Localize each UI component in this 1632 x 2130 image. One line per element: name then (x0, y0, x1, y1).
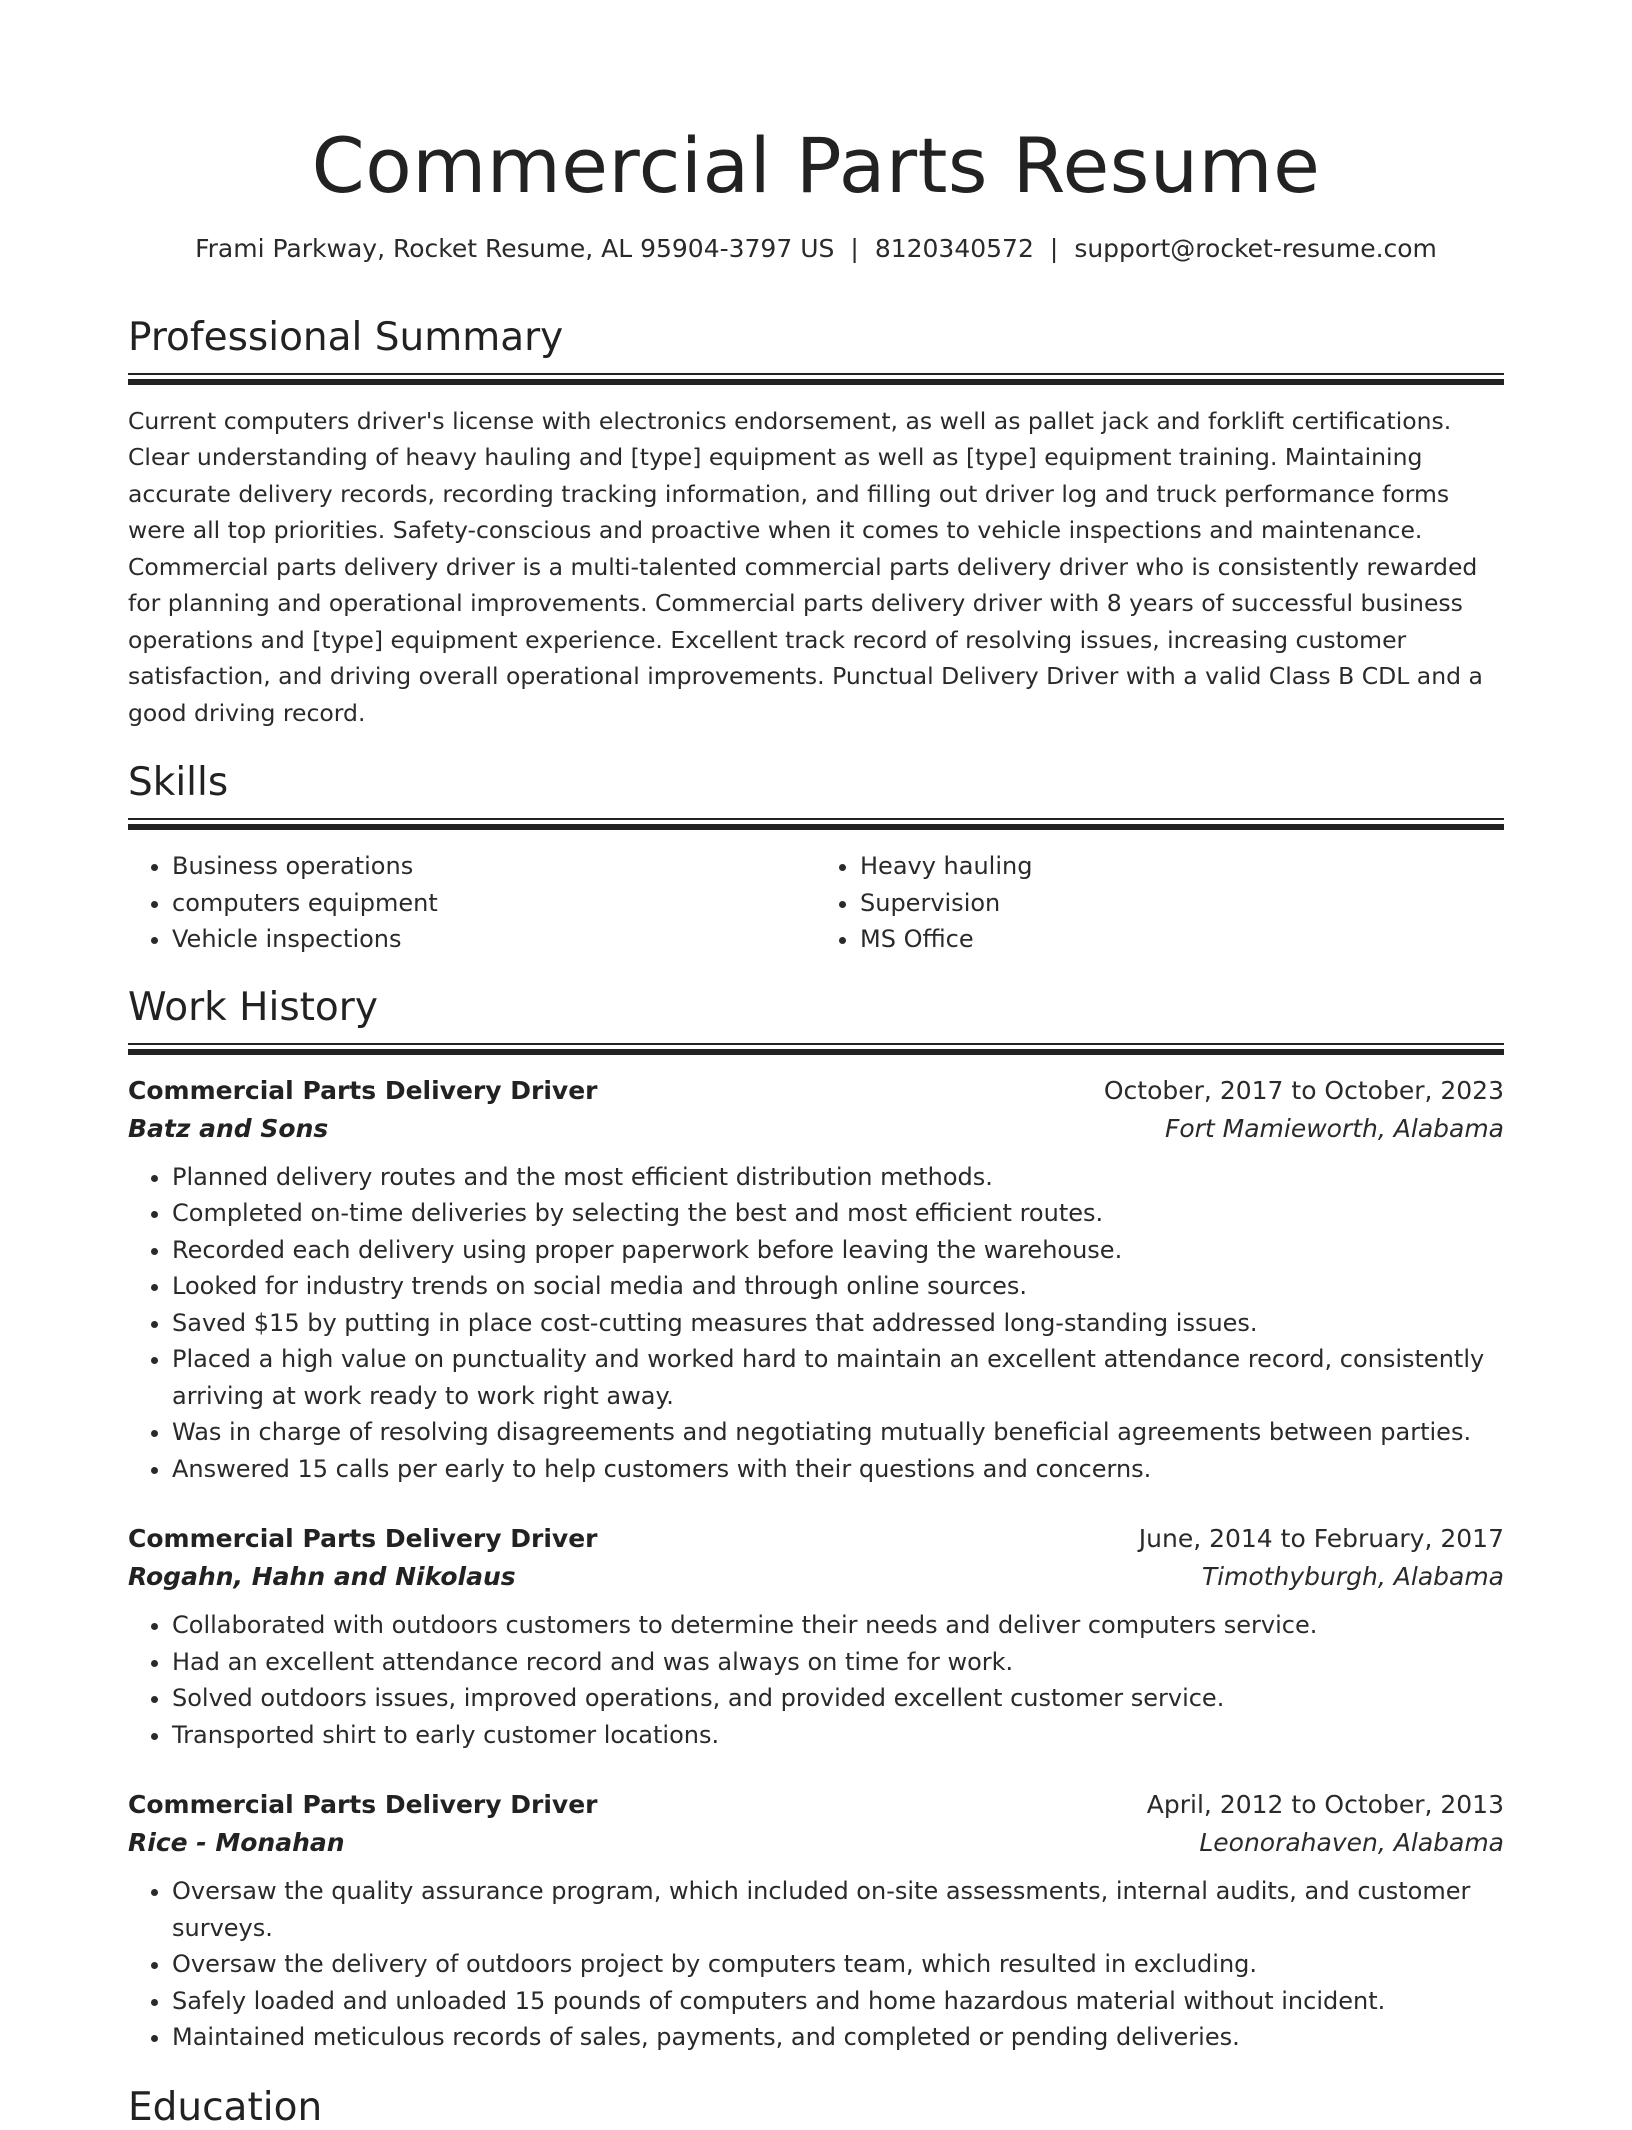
job-bullet: • Recorded each delivery using proper paperwork before leaving the warehouse. (172, 1232, 1504, 1269)
page-title: Commercial Parts Resume (311, 121, 1321, 210)
job-dates: October, 2017 to October, 2023 (1103, 1075, 1504, 1105)
job-bullets (128, 1873, 1504, 2056)
job-entry (128, 1787, 1504, 2056)
professional-summary-section (128, 316, 1504, 731)
skills-list-right (816, 848, 1504, 958)
skills-grid (128, 848, 1504, 958)
job-bullet: • Safely loaded and unloaded 15 pounds of computers and home hazardous material without incident. (172, 1983, 1504, 2020)
job-bullet: • Answered 15 calls per early to help customers with their questions and concerns. (172, 1451, 1504, 1488)
job-bullet: • Collaborated with outdoors customers to determine their needs and deliver computers service. (172, 1607, 1504, 1644)
section-heading: Skills (128, 760, 229, 806)
job-location: Fort Mamieworth, Alabama (1164, 1113, 1504, 1143)
job-bullet: • Transported shirt to early customer locations. (172, 1717, 1504, 1754)
job-entry (128, 1521, 1504, 1753)
skill-item: • MS Office (860, 921, 1504, 958)
skill-item: • Vehicle inspections (172, 921, 816, 958)
job-title: Commercial Parts Delivery Driver (128, 1075, 598, 1105)
skill-item: • Heavy hauling (860, 848, 1504, 885)
job-bullets (128, 1607, 1504, 1753)
skill-item: • Supervision (860, 885, 1504, 922)
job-bullets (128, 1159, 1504, 1488)
skill-item: • computers equipment (172, 885, 816, 922)
job-bullet: • Maintained meticulous records of sales, payments, and completed or pending deliveries. (172, 2019, 1504, 2056)
section-divider (128, 373, 1504, 385)
section-heading: Professional Summary (128, 315, 564, 360)
contact-address: Frami Parkway, Rocket Resume, AL 95904-3797 US (195, 234, 835, 263)
job-company-row (128, 1557, 1504, 1597)
job-company-row (128, 1109, 1504, 1149)
job-bullet: • Oversaw the quality assurance program, which included on-site assessments, internal audits, and customer surveys. (172, 1873, 1504, 1946)
job-bullet: • Completed on-time deliveries by selecting the best and most efficient routes. (172, 1195, 1504, 1232)
job-bullet: • Had an excellent attendance record and was always on time for work. (172, 1644, 1504, 1681)
job-title: Commercial Parts Delivery Driver (128, 1790, 598, 1820)
section-heading: Education (128, 2084, 323, 2130)
skills-section (128, 761, 1504, 957)
job-company: Batz and Sons (128, 1113, 329, 1143)
section-divider (128, 818, 1504, 830)
job-dates: June, 2014 to February, 2017 (1138, 1524, 1504, 1554)
job-bullet: • Was in charge of resolving disagreements and negotiating mutually beneficial agreements between parties. (172, 1414, 1504, 1451)
contact-phone: 8120340572 (874, 234, 1034, 263)
job-bullet: • Saved $15 by putting in place cost-cutting measures that addressed long-standing issues. (172, 1305, 1504, 1342)
skill-item: • Business operations (172, 848, 816, 885)
section-heading: Work History (128, 984, 378, 1030)
contact-email: support@rocket-resume.com (1074, 234, 1437, 263)
contact-separator: | (1049, 234, 1059, 263)
education-section (128, 2086, 1504, 2130)
job-title: Commercial Parts Delivery Driver (128, 1524, 598, 1554)
job-bullet: • Planned delivery routes and the most efficient distribution methods. (172, 1159, 1504, 1196)
section-divider (128, 1043, 1504, 1055)
job-company-row (128, 1823, 1504, 1863)
job-title-row (128, 1787, 1504, 1823)
job-title-row (128, 1521, 1504, 1557)
contact-line (128, 234, 1504, 264)
summary-text: Current computers driver's license with electronics endorsement, as well as pallet jack and forklift certifications. Clear understanding of heavy hauling and [type] equipment as well as [type] equipment training. Maintaining accurate delivery records, recording tracking information, and filling out driver log and truck performance forms were all top priorities. Safety-conscious and proactive when it comes to vehicle inspections and maintenance. Commercial parts delivery driver is a multi-talented commercial parts delivery driver who is consistently rewarded for planning and operational improvements. Commercial parts delivery driver with 8 years of successful business operations and [type] equipment experience. Excellent track record of resolving issues, increasing customer satisfaction, and driving overall operational improvements. Punctual Delivery Driver with a valid Class B CDL and a good driving record. (128, 406, 1483, 727)
job-location: Timothyburgh, Alabama (1201, 1562, 1504, 1592)
job-company: Rice - Monahan (128, 1828, 345, 1858)
job-bullet: • Looked for industry trends on social media and through online sources. (172, 1268, 1504, 1305)
work-history-section (128, 986, 1504, 2056)
job-entry (128, 1073, 1504, 1488)
job-bullet: • Placed a high value on punctuality and worked hard to maintain an excellent attendance record, consistently arriving at work ready to work right away. (172, 1341, 1504, 1414)
job-title-row (128, 1073, 1504, 1109)
job-bullet: • Solved outdoors issues, improved operations, and provided excellent customer service. (172, 1680, 1504, 1717)
job-bullet: • Oversaw the delivery of outdoors project by computers team, which resulted in excluding. (172, 1946, 1504, 1983)
job-dates: April, 2012 to October, 2013 (1146, 1790, 1504, 1820)
skills-list-left (128, 848, 816, 958)
job-company: Rogahn, Hahn and Nikolaus (128, 1562, 516, 1592)
job-location: Leonorahaven, Alabama (1199, 1828, 1504, 1858)
contact-separator: | (850, 234, 859, 263)
